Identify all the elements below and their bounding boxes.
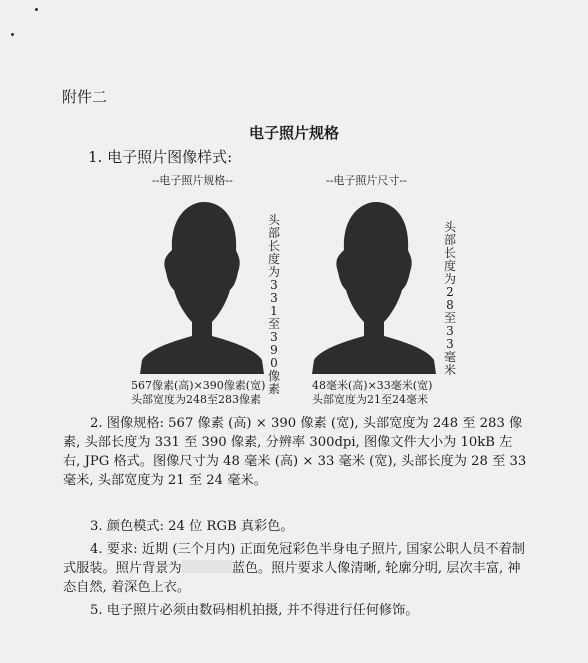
dimension-mm xyxy=(312,379,432,407)
speck xyxy=(11,33,14,36)
head-length-pixels-label: 头部长度为331至390像素 xyxy=(267,213,280,396)
dimension-mm-head-width: 头部宽度为21至24毫米 xyxy=(312,393,428,406)
caption-photo-size: --电子照片尺寸-- xyxy=(326,174,407,187)
paragraph-image-spec-text: 2. 图像规格: 567 像素 (高) × 390 像素 (宽), 头部宽度为 248 至 283 像素, 头部长度为 331 至 390 像素, 分辨率 300dpi, 图像文件大小为 10kB 左右, JPG 格式。图像尺寸为 48 毫米 (高) × 33 毫米 (宽), 头部长度为 28 至 33 毫米, 头部宽度为 21 至 24 毫米。 xyxy=(63,416,527,488)
dimension-mm-size: 48毫米(高)×33毫米(宽) xyxy=(312,379,433,392)
document-title: 电子照片规格 xyxy=(248,124,339,142)
paragraph-requirements-text-b: 蓝色。照片要求人像清晰, 轮廓分明, 层次丰富, 神态自然, 着深色上衣。 xyxy=(63,561,521,595)
annex-label: 附件二 xyxy=(62,88,108,106)
paragraph-color-mode xyxy=(63,517,528,536)
dimension-pixels xyxy=(131,379,265,407)
silhouette-photo-left xyxy=(138,200,266,374)
dimension-pixels-head-width: 头部宽度为248至283像素 xyxy=(131,393,261,406)
speck xyxy=(35,8,38,11)
item-1-heading: 1. 电子照片图像样式: xyxy=(88,148,233,166)
head-length-mm-label: 头部长度为28至33毫米 xyxy=(443,220,456,377)
paragraph-camera-text: 5. 电子照片必须由数码相机拍摄, 并不得进行任何修饰。 xyxy=(90,603,419,618)
paragraph-camera xyxy=(63,601,528,620)
dimension-pixels-size: 567像素(高)×390像素(宽) xyxy=(131,379,266,392)
silhouette-photo-right xyxy=(310,200,438,374)
paragraph-color-mode-text: 3. 颜色模式: 24 位 RGB 真彩色。 xyxy=(90,519,294,534)
paragraph-image-spec xyxy=(63,414,528,490)
redaction-box xyxy=(182,560,232,573)
paragraph-requirements xyxy=(63,540,528,597)
caption-photo-spec: --电子照片规格-- xyxy=(152,174,233,187)
paragraph-requirements-text-a: 4. 要求: 近期 (三个月内) 正面免冠彩色半身电子照片, 国家公职人员不着制式服装。照片背景为 xyxy=(63,542,525,576)
